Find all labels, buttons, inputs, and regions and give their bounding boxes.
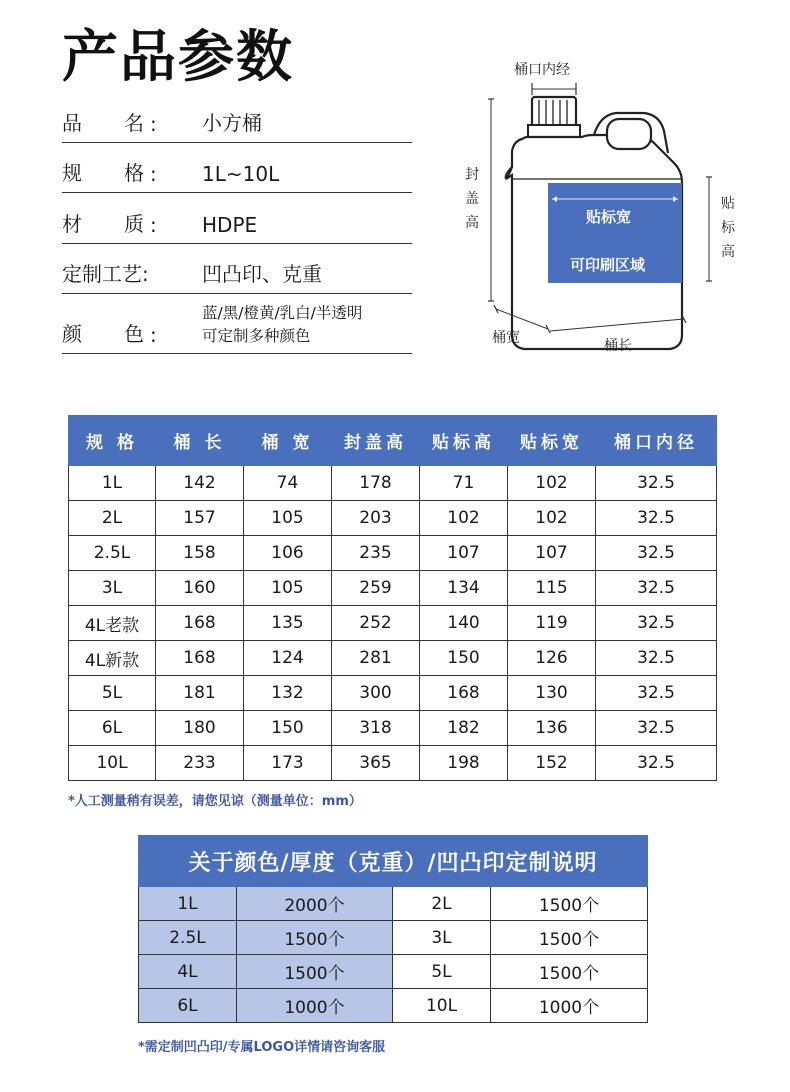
label-width-text: 贴标宽 — [586, 208, 632, 226]
table-cell: 126 — [508, 641, 596, 676]
table-cell: 135 — [244, 606, 332, 641]
measurement-note: *人工测量稍有误差，请您见谅（测量单位：mm） — [68, 794, 362, 809]
moq-size-cell: 4L — [139, 955, 237, 989]
table-row — [69, 536, 717, 571]
table-cell: 115 — [508, 571, 596, 606]
table-cell: 32.5 — [596, 746, 717, 781]
table-cell: 150 — [420, 641, 508, 676]
moq-quantity-cell: 1500个 — [237, 921, 393, 955]
table-cell: 198 — [420, 746, 508, 781]
table-cell: 158 — [156, 536, 244, 571]
moq-size-cell: 2.5L — [139, 921, 237, 955]
spec-key-char2: 质 — [124, 212, 144, 236]
table-cell: 2.5L — [69, 536, 156, 571]
table-cell: 157 — [156, 501, 244, 536]
table-cell: 140 — [420, 606, 508, 641]
cap-height-char: 高 — [465, 215, 479, 231]
spec-key-colon: : — [150, 323, 157, 347]
spec-value: 凹凸印、克重 — [202, 262, 322, 286]
size-table — [68, 415, 717, 781]
table-cell: 4L老款 — [69, 606, 156, 641]
table-cell: 235 — [332, 536, 420, 571]
table-cell: 318 — [332, 711, 420, 746]
table-cell: 106 — [244, 536, 332, 571]
cap-height-char: 封 — [465, 167, 479, 183]
spec-row-color — [62, 300, 412, 354]
table-row — [69, 641, 717, 676]
spec-key-colon: : — [150, 213, 157, 237]
spec-key-full: 定制工艺: — [62, 262, 149, 286]
table-cell: 32.5 — [596, 536, 717, 571]
size-table-body — [69, 466, 717, 781]
header-length: 桶 长 — [156, 416, 244, 466]
table-cell: 1L — [69, 466, 156, 501]
page-title: 产品参数 — [62, 25, 294, 90]
table-cell: 252 — [332, 606, 420, 641]
table-cell: 119 — [508, 606, 596, 641]
table-cell: 32.5 — [596, 641, 717, 676]
moq-quantity-cell: 1000个 — [237, 989, 393, 1023]
spec-key-colon: : — [150, 162, 157, 186]
moq-size-cell: 3L — [393, 921, 491, 955]
table-cell: 134 — [420, 571, 508, 606]
table-cell: 105 — [244, 501, 332, 536]
label-height-char: 标 — [721, 220, 735, 236]
header-label-height: 贴标高 — [420, 416, 508, 466]
print-area-text: 可印刷区域 — [570, 256, 646, 274]
table-cell: 74 — [244, 466, 332, 501]
table-row — [69, 711, 717, 746]
table-cell: 180 — [156, 711, 244, 746]
moq-size-cell: 2L — [393, 887, 491, 921]
table-cell: 233 — [156, 746, 244, 781]
table-cell: 2L — [69, 501, 156, 536]
moq-quantity-cell: 1500个 — [491, 887, 648, 921]
moq-table-title: 关于颜色/厚度（克重）/凹凸印定制说明 — [139, 836, 648, 887]
table-cell: 32.5 — [596, 606, 717, 641]
table-cell: 203 — [332, 501, 420, 536]
spec-row-craft — [62, 256, 412, 294]
spec-key-char1: 材 — [62, 212, 82, 236]
spec-row-material — [62, 206, 412, 244]
moq-quantity-cell: 1500个 — [491, 955, 648, 989]
table-cell: 182 — [420, 711, 508, 746]
header-cap-height: 封盖高 — [332, 416, 420, 466]
table-cell: 152 — [508, 746, 596, 781]
moq-size-cell: 10L — [393, 989, 491, 1023]
spec-value-multiline — [202, 302, 362, 348]
spec-key-char1: 品 — [62, 111, 82, 135]
table-cell: 71 — [420, 466, 508, 501]
table-cell: 4L新款 — [69, 641, 156, 676]
moq-quantity-cell: 1500个 — [237, 955, 393, 989]
table-cell: 132 — [244, 676, 332, 711]
table-cell: 6L — [69, 711, 156, 746]
table-cell: 365 — [332, 746, 420, 781]
table-cell: 281 — [332, 641, 420, 676]
label-height-char: 贴 — [721, 196, 735, 212]
table-cell: 168 — [156, 606, 244, 641]
moq-size-cell: 1L — [139, 887, 237, 921]
table-cell: 102 — [420, 501, 508, 536]
spec-value-line2: 可定制多种颜色 — [202, 327, 311, 345]
header-size: 规 格 — [69, 416, 156, 466]
moq-quantity-cell: 1000个 — [491, 989, 648, 1023]
bucket-length-label: 桶长 — [604, 338, 632, 354]
bottle-diagram — [440, 55, 760, 365]
table-cell: 32.5 — [596, 466, 717, 501]
header-mouth-diameter: 桶口内径 — [596, 416, 717, 466]
table-cell: 130 — [508, 676, 596, 711]
spec-key-char2: 色 — [124, 322, 144, 346]
spec-key-char1: 规 — [62, 161, 82, 185]
table-cell: 181 — [156, 676, 244, 711]
table-cell: 168 — [420, 676, 508, 711]
moq-row — [139, 887, 648, 921]
moq-table-body — [139, 887, 648, 1023]
table-cell: 107 — [420, 536, 508, 571]
spec-value: 1L~10L — [202, 162, 280, 186]
table-cell: 142 — [156, 466, 244, 501]
table-cell: 3L — [69, 571, 156, 606]
table-row — [69, 676, 717, 711]
moq-row — [139, 989, 648, 1023]
table-cell: 32.5 — [596, 676, 717, 711]
spec-key-char1: 颜 — [62, 322, 82, 346]
table-cell: 102 — [508, 501, 596, 536]
table-cell: 178 — [332, 466, 420, 501]
mouth-diameter-label: 桶口内经 — [514, 62, 570, 78]
table-row — [69, 466, 717, 501]
header-label-width: 贴标宽 — [508, 416, 596, 466]
moq-row — [139, 921, 648, 955]
table-cell: 259 — [332, 571, 420, 606]
table-cell: 32.5 — [596, 501, 717, 536]
table-cell: 136 — [508, 711, 596, 746]
spec-key-char2: 格 — [124, 161, 144, 185]
spec-key-colon: : — [150, 112, 157, 136]
spec-key-char2: 名 — [124, 111, 144, 135]
moq-quantity-cell: 1500个 — [491, 921, 648, 955]
label-height-char: 高 — [721, 244, 735, 260]
table-cell: 102 — [508, 466, 596, 501]
spec-value: HDPE — [202, 213, 258, 237]
spec-row-size — [62, 155, 412, 193]
table-cell: 168 — [156, 641, 244, 676]
table-cell: 32.5 — [596, 711, 717, 746]
header-width: 桶 宽 — [244, 416, 332, 466]
table-row — [69, 501, 717, 536]
spec-row-name — [62, 105, 412, 143]
moq-row — [139, 955, 648, 989]
table-cell: 105 — [244, 571, 332, 606]
table-cell: 107 — [508, 536, 596, 571]
spec-value-line1: 蓝/黑/橙黄/乳白/半透明 — [202, 304, 363, 322]
table-row — [69, 746, 717, 781]
spec-value: 小方桶 — [202, 111, 262, 135]
cap-height-label — [464, 163, 480, 235]
moq-size-cell: 5L — [393, 955, 491, 989]
table-cell: 160 — [156, 571, 244, 606]
table-cell: 124 — [244, 641, 332, 676]
table-cell: 10L — [69, 746, 156, 781]
table-row — [69, 571, 717, 606]
table-cell: 150 — [244, 711, 332, 746]
moq-table — [138, 835, 648, 1023]
table-row — [69, 606, 717, 641]
bucket-width-label: 桶宽 — [492, 330, 520, 346]
custom-note: *需定制凹凸印/专属LOGO详情请咨询客服 — [138, 1040, 386, 1055]
moq-size-cell: 6L — [139, 989, 237, 1023]
table-cell: 32.5 — [596, 571, 717, 606]
cap-height-char: 盖 — [465, 191, 479, 207]
table-cell: 173 — [244, 746, 332, 781]
table-cell: 5L — [69, 676, 156, 711]
size-table-header — [69, 416, 717, 466]
label-height-label — [720, 192, 736, 264]
table-cell: 300 — [332, 676, 420, 711]
moq-quantity-cell: 2000个 — [237, 887, 393, 921]
